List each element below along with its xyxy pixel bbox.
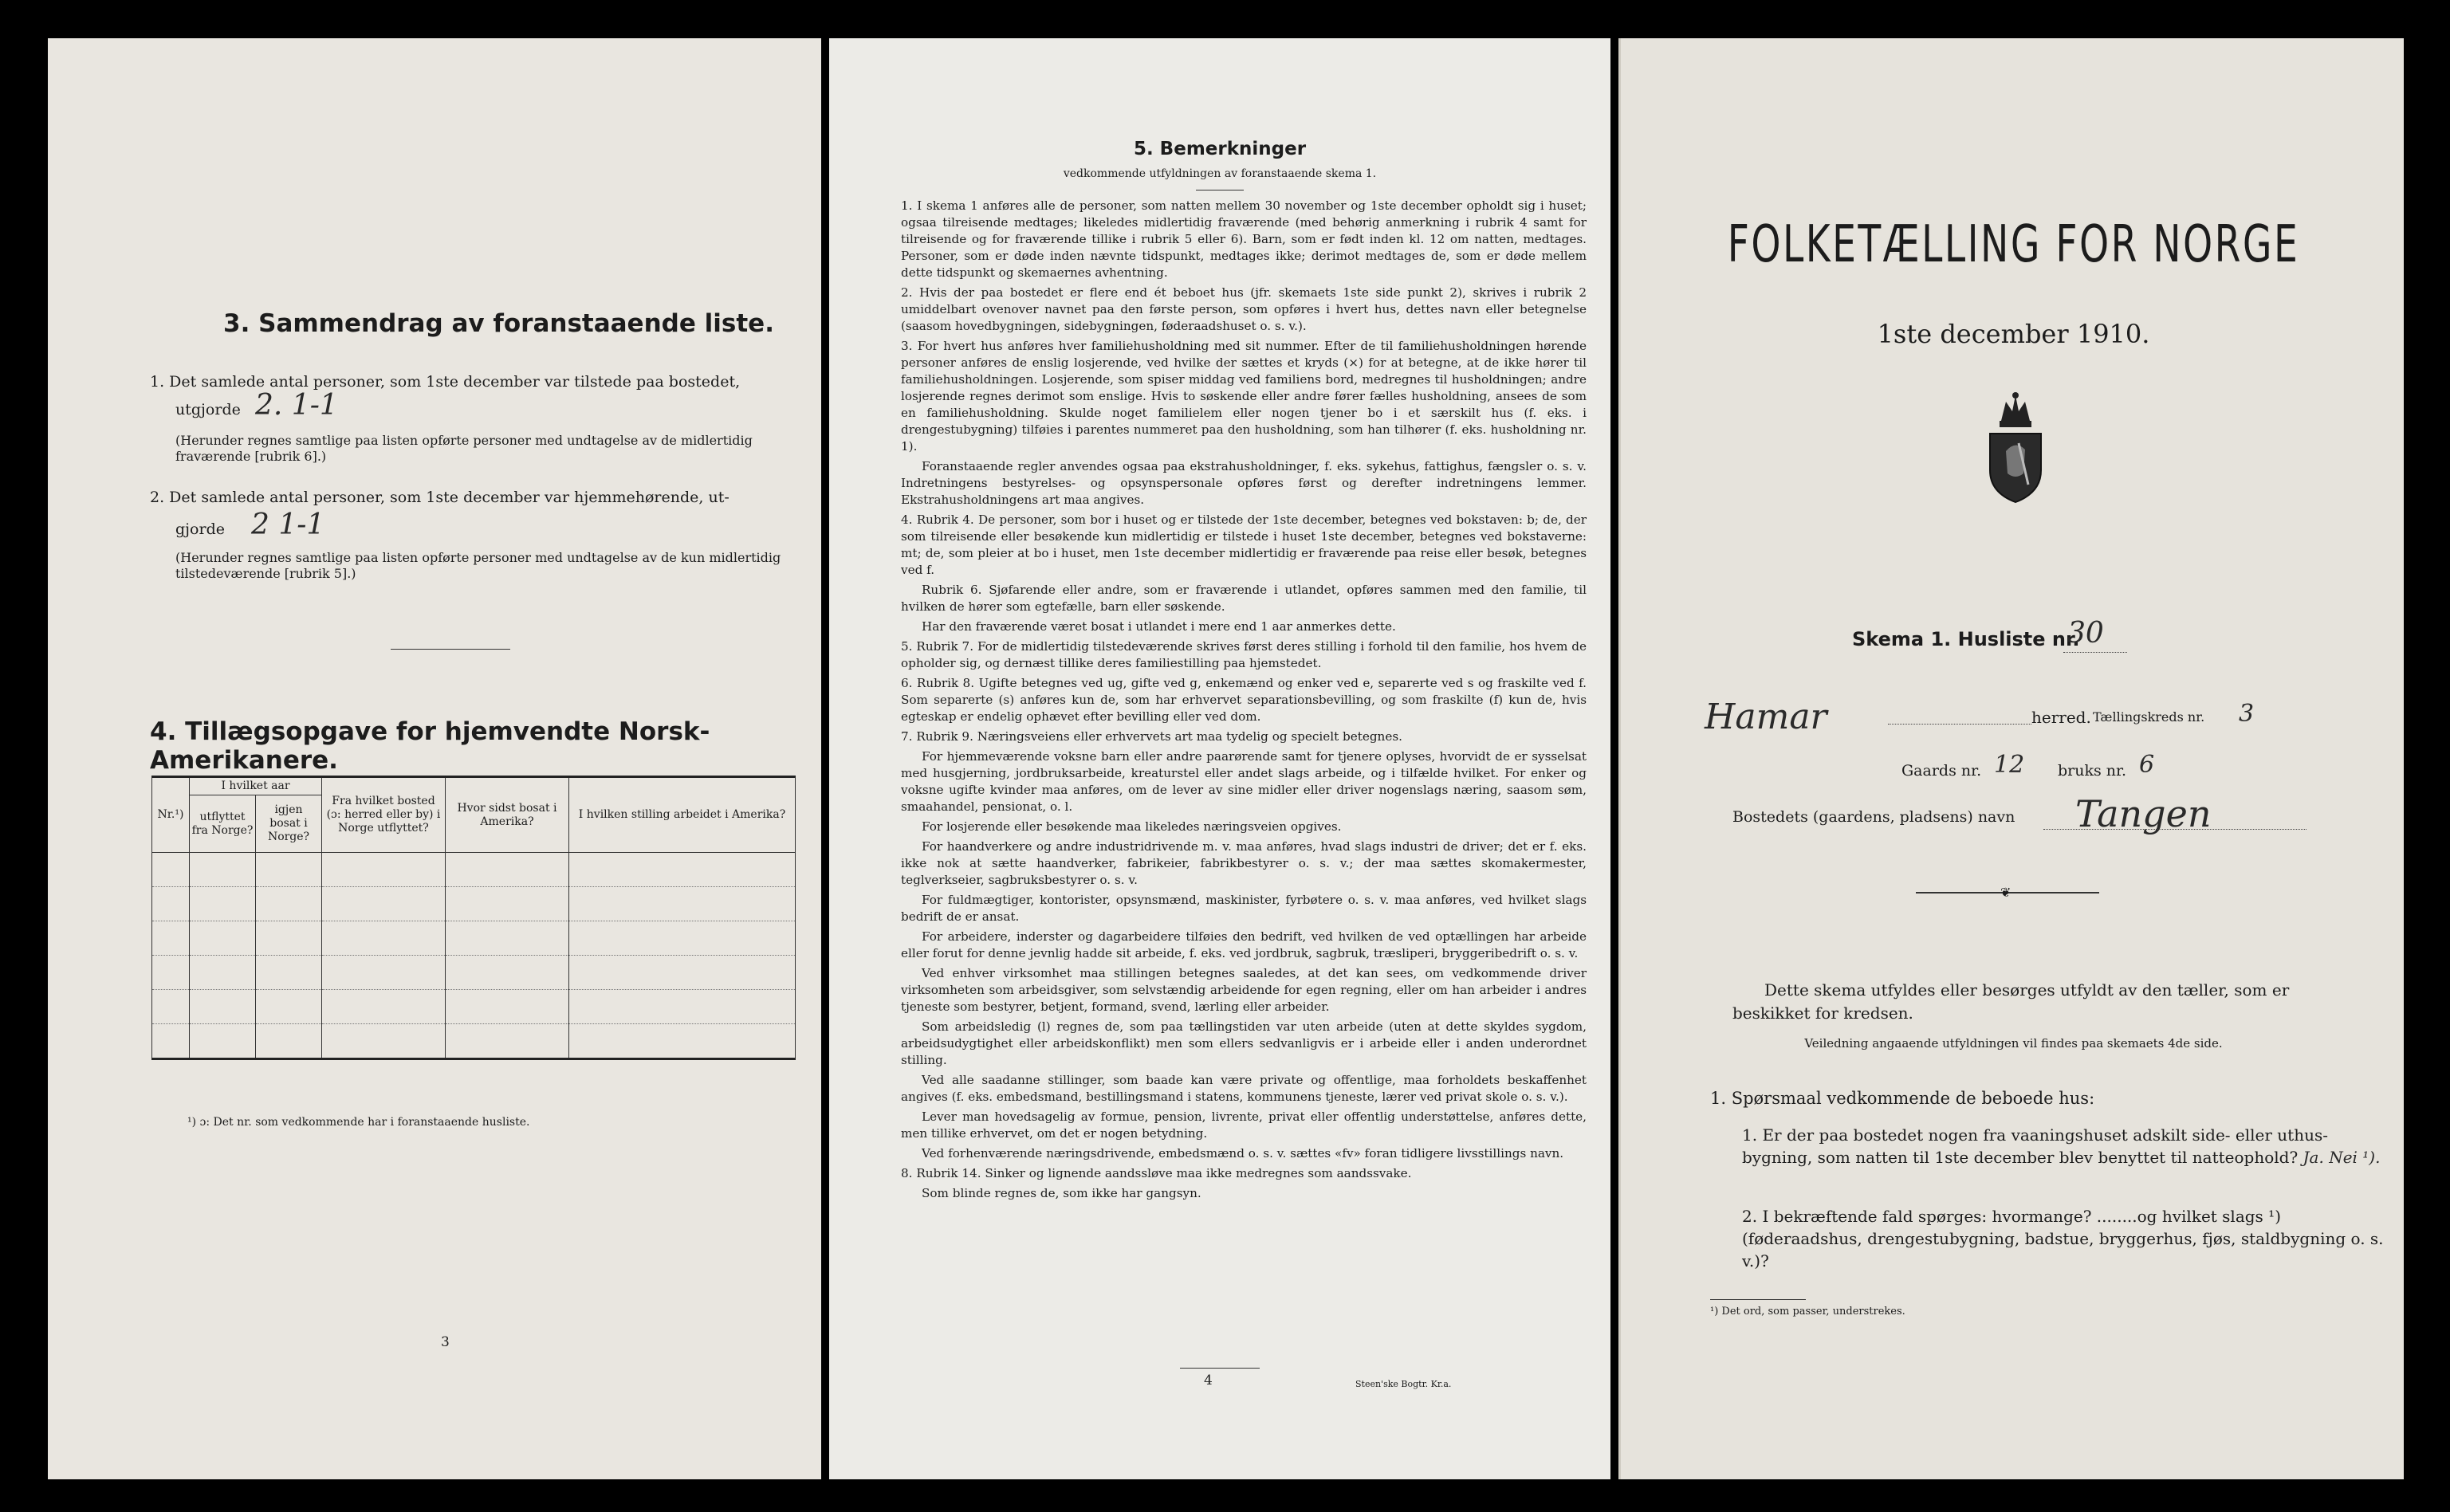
remark: For haandverkere og andre industridrivende m. v. maa anføres, hvad slags industri de driver; det er f. eks. ikke nok at sætte haandverker, fabrikeier, fabrikbestyrer o. s. v.; der maa sættes skomakermester, teglverkseier, sagbruksbestyrer o. s. v.	[901, 839, 1587, 887]
dotted-line	[2063, 652, 2127, 654]
intro-text: Dette skema utfyldes eller besørges utfyldt av den tæller, som er beskikket for kredsen.	[1732, 980, 2290, 1023]
remarks-list	[901, 198, 1587, 1205]
remark: Som arbeidsledig (l) regnes de, som paa tællingstiden var uten arbeide (uten at dette skyldes sygdom, arbeidsudygtighet eller arbeidskonflikt) men som ellers sedvanligvis er i arbeide eller i anden underordnet stilling.	[901, 1019, 1587, 1067]
divider	[391, 649, 510, 650]
norsk-amerikanere-table	[151, 776, 796, 1060]
remark: 1. I skema 1 anføres alle de personer, som natten mellem 30 november og 1ste december opholdt sig i huset; ogsaa tilreisende medtages; likeledes midlertidig fraværende (med behørig anmerkning i rubrik 4 samt for tilreisende og for fraværende tillike i rubrik 5 eller 6). Barn, som er født inden kl. 12 om natten, medtages. Personer, som er døde inden nævnte tidspunkt, medtages ikke; derimot medtages de, som er døde mellem dette tidspunkt og skemaernes avhentning.	[901, 198, 1587, 280]
remark: Som blinde regnes de, som ikke har gangsyn.	[922, 1186, 1201, 1200]
remarks-title: 5. Bemerkninger	[1133, 139, 1307, 159]
summary-item1: 1. Det samlede antal personer, som 1ste december var tilstede paa bostedet,	[150, 373, 741, 391]
page-number-3: 3	[441, 1334, 450, 1350]
form-date: 1ste december 1910.	[1877, 319, 2150, 349]
remark: Har den fraværende været bosat i utlandet i mere end 1 aar anmerkes dette.	[922, 619, 1396, 634]
remark: For arbeidere, inderster og dagarbeidere tilføies den bedrift, ved hvilken de ved optællingen har arbeide eller forut for denne jevnlig hadde sit arbeide, f. eks. ved jordbruk, sagbruk, træsliperi, bryggeribedrift o. s. v.	[901, 929, 1587, 960]
kreds-value: 3	[2239, 700, 2255, 728]
table-row	[152, 1024, 796, 1059]
remark: For losjerende eller besøkende maa likeledes næringsveien opgives.	[922, 819, 1342, 834]
col-group-year: I hvilket aar	[190, 777, 322, 795]
summary-item2-note: (Herunder regnes samtlige paa listen opførte personer med undtagelse av de kun midlertidig tilstedeværende [rubrik 5].)	[175, 550, 781, 581]
section3-title: 3. Sammendrag av foranstaaende liste.	[223, 309, 774, 338]
printer-mark: Steen'ske Bogtr. Kr.a.	[1355, 1379, 1452, 1389]
table-footnote: ¹) ɔ: Det nr. som vedkommende har i foranstaaende husliste.	[187, 1116, 530, 1129]
table-row	[152, 853, 796, 887]
remark: 8. Rubrik 14. Sinker og lignende aandssløve maa ikke medregnes som aandssvake.	[901, 1166, 1412, 1180]
divider	[1180, 1368, 1260, 1369]
question-1-text: 1. Er der paa bostedet nogen fra vaaningshuset adskilt side- eller uthus-bygning, som natten til 1ste december blev benyttet til natteophold?	[1742, 1125, 2328, 1167]
table-row	[152, 921, 796, 956]
col-last-residence: Hvor sidst bosat i Amerika?	[446, 777, 569, 853]
remark: 6. Rubrik 8. Ugifte betegnes ved ug, gifte ved g, enkemænd og enker ved e, separerte ved s og fraskilte ved f. Som separerte (s) anføres kun de, som har erhvervet separationsbevilling, og som fraskilte (f) kun de, hvis egteskap er endelig ophævet efter bevilling eller ved dom.	[901, 676, 1587, 724]
remark: Lever man hovedsagelig av formue, pension, livrente, privat eller offentlig understøttelse, anføres dette, men tillike erhvervet, om det er nogen betydning.	[901, 1109, 1587, 1141]
coat-of-arms-icon	[1984, 391, 2047, 504]
kreds-label: Tællingskreds nr.	[2093, 709, 2205, 725]
remark: Ved alle saadanne stillinger, som baade kan være private og offentlige, maa forholdets beskaffenhet angives (f. eks. embedsmand, bestillingsmand i statens, kommunens tjeneste, lærer ved privat skole o. s. v.).	[901, 1073, 1587, 1104]
remark: 5. Rubrik 7. For de midlertidig tilstedeværende skrives først deres stilling i forhold til den familie, hos hvem de opholder sig, og dernæst tillike deres familiestilling paa hjemstedet.	[901, 639, 1587, 670]
remarks-subtitle: vedkommende utfyldningen av foranstaaende skema 1.	[1063, 167, 1377, 180]
col-emigrated: utflyttet fra Norge?	[190, 795, 256, 853]
bosted-label: Bostedets (gaardens, pladsens) navn	[1732, 808, 2015, 826]
question-2: 2. I bekræftende fald spørges: hvormange? ........og hvilket slags ¹) (føderaadshus, drengestubygning, badstue, bryggerhus, fjøs, staldbygning o. s. v.)?	[1742, 1207, 2384, 1270]
section4-title: 4. Tillægsopgave for hjemvendte Norsk-Amerikanere.	[150, 717, 710, 775]
table-row	[152, 990, 796, 1024]
col-from-where: Fra hvilket bosted (ɔ: herred eller by) i Norge utflyttet?	[322, 777, 446, 853]
remark: For hjemmeværende voksne barn eller andre paarørende samt for tjenere oplyses, hvorvidt de er sysselsat med husgjerning, jordbruksarbeide, kreaturstel eller andet slags arbeide, og i tilfælde hvilket. For enker og voksne ugifte kvinder maa anføres, om de lever av sine midler eller driver nogenslags næring, saasom søm, smaahandel, pensionat, o. l.	[901, 749, 1587, 814]
summary-item1-note: (Herunder regnes samtlige paa listen opførte personer med undtagelse av de midlertidig fraværende [rubrik 6].)	[175, 433, 753, 464]
questions-heading: 1. Spørsmaal vedkommende de beboede hus:	[1710, 1089, 2095, 1108]
remark: Ved forhenværende næringsdrivende, embedsmænd o. s. v. sættes «fv» foran tidligere livsstillings navn.	[922, 1146, 1564, 1161]
bosted-value: Tangen	[2075, 792, 2212, 835]
summary-item2: 2. Det samlede antal personer, som 1ste december var hjemmehørende, ut-	[150, 489, 729, 506]
remark: 2. Hvis der paa bostedet er flere end ét beboet hus (jfr. skemaets 1ste side punkt 2), skrives i rubrik 2 umiddelbart ovenover navnet paa den første person, som opføres i hvert hus, dettes navn eller betegnelse (saasom hovedbygningen, sidebygningen, føderaadshuset o. s. v.).	[901, 285, 1587, 333]
footnote: ¹) Det ord, som passer, understrekes.	[1710, 1306, 1905, 1318]
herred-label: herred.	[2031, 708, 2091, 727]
divider	[1710, 1299, 1806, 1300]
remark: Ved enhver virksomhet maa stillingen betegnes saaledes, at det kan sees, om vedkommende driver virksomheten som arbeidsgiver, som selvstændig arbeidende for egen regning, eller om han arbeider i andres tjeneste som bestyrer, betjent, formand, svend, lærling eller arbeider.	[901, 966, 1587, 1014]
summary-item1-value: 2. 1-1	[255, 389, 338, 422]
col-nr: Nr.¹)	[152, 777, 190, 853]
page-right	[1618, 38, 2404, 1479]
remark: Foranstaaende regler anvendes ogsaa paa ekstrahusholdninger, f. eks. sykehus, fattighus, fængsler o. s. v. Indretningens bestyrelses- og opsynspersonale opføres først og derefter indretningens lemmer. Ekstrahusholdningens art maa angives.	[901, 459, 1587, 507]
page-number-4: 4	[1204, 1373, 1213, 1388]
intro-subtext: Veiledning angaaende utfyldningen vil findes paa skemaets 4de side.	[1804, 1036, 2223, 1051]
remark: Rubrik 6. Sjøfarende eller andre, som er fraværende i utlandet, opføres sammen med den familie, til hvilken de hører som egtefælle, barn eller søskende.	[901, 583, 1587, 614]
herred-value: Hamar	[1705, 697, 1827, 737]
summary-item1-prefix: utgjorde	[175, 401, 241, 418]
page-middle	[829, 38, 1610, 1479]
remark: 7. Rubrik 9. Næringsveiens eller erhvervets art maa tydelig og specielt betegnes.	[901, 729, 1402, 744]
gaard-value: 12	[1994, 751, 2025, 779]
remark: 4. Rubrik 4. De personer, som bor i huset og er tilstede der 1ste december, betegnes ved bokstaven: b; de, der som tilreisende eller besøkende kun midlertidig er tilstede i huset 1ste december, betegnes ved bokstaverne: mt; de, som pleier at bo i huset, men 1ste december midlertidig er fraværende paa reise eller besøk, betegnes ved f.	[901, 513, 1587, 577]
col-occupation: I hvilken stilling arbeidet i Amerika?	[569, 777, 796, 853]
remark: 3. For hvert hus anføres hver familiehusholdning med sit nummer. Efter de til familiehusholdningen hørende personer anføres de enslig losjerende, ved hvilke der sættes et kryds (×) for at betegne, at de ikke hører til familiehusholdningen. Losjerende, som spiser middag ved familiens bord, medregnes til husholdningen; andre losjerende regnes derimot som enslige. Hvis to søskende eller andre fører fælles husholdning, ansees de som en familiehusholdning. Skulde noget familielem eller nogen tjener bo i et særskilt hus (f. eks. i drengestubygning) tilføies i parentes nummeret paa den husholdning, som han tilhører (f. eks. husholdning nr. 1).	[901, 339, 1587, 454]
col-returned: igjen bosat i Norge?	[256, 795, 322, 853]
table-row	[152, 887, 796, 921]
form-title: FOLKETÆLLING FOR NORGE	[1727, 215, 2300, 274]
bruk-label: bruks nr.	[2058, 762, 2127, 780]
summary-item2-prefix: gjorde	[175, 520, 225, 538]
husliste-nr-value: 30	[2067, 617, 2104, 650]
gaard-label: Gaards nr.	[1901, 762, 1982, 780]
summary-item2-value: 2 1-1	[251, 509, 325, 541]
dotted-line	[2043, 829, 2306, 830]
table-row	[152, 956, 796, 990]
skema-label: Skema 1. Husliste nr.	[1852, 628, 2080, 650]
question-1	[1742, 1124, 2388, 1168]
page-left	[48, 38, 821, 1479]
question-1-answer: Ja. Nei ¹).	[2303, 1148, 2381, 1167]
bruk-value: 6	[2139, 751, 2155, 779]
dotted-line	[1888, 724, 2031, 725]
ornament-icon: ❦	[2000, 885, 2012, 900]
remark: For fuldmægtiger, kontorister, opsynsmænd, maskinister, fyrbøtere o. s. v. maa anføres, ved hvilket slags bedrift de er ansat.	[901, 893, 1587, 924]
